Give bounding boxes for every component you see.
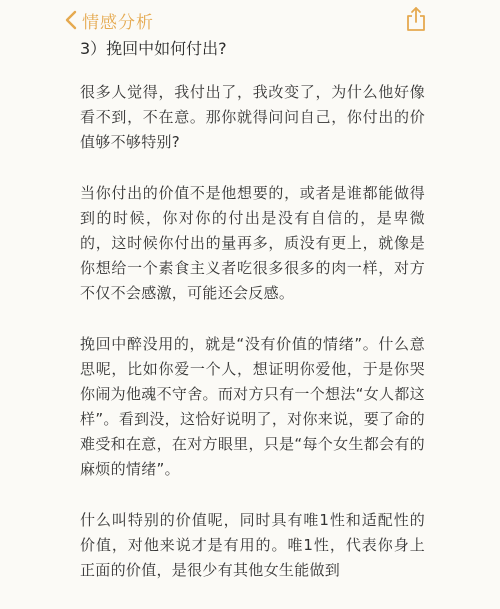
- back-label: 情感分析: [82, 12, 154, 33]
- article-paragraph: 挽回中醉没用的，就是“没有价值的情绪”。什么意思呢，比如你爱一个人，想证明你爱他，于是你哭你闹为他魂不守舍。而对方只有一个想法“女人都这样”。看到没，这恰好说明了，对你来说，要了命的难受和在意，在对方眼里，只是“每个女生都会有的麻烦的情绪”。: [80, 335, 425, 478]
- share-button[interactable]: [405, 6, 427, 32]
- article-paragraph: 当你付出的价值不是他想要的，或者是谁都能做得到的时候，你对你的付出是没有自信的，是卑微的，这时候你付出的量再多，质没有更上，就像是你想给一个素食主义者吃很多很多的肉一样，对方不仅不会感激，可能还会反感。: [80, 184, 425, 302]
- article-heading: 3）挽回中如何付出?: [80, 39, 227, 58]
- article-body: [80, 34, 425, 609]
- article-paragraph: 什么叫特别的价值呢，同时具有唯1性和适配性的价值，对他来说才是有用的。唯1性，代表你身上正面的价值，是很少有其他女生能做到: [80, 511, 425, 579]
- back-button[interactable]: [64, 8, 154, 32]
- chevron-left-icon: [64, 9, 78, 31]
- article-paragraph: 很多人觉得，我付出了，我改变了，为什么他好像看不到，不在意。那你就得问问自己，你付出的价值够不够特别?: [80, 83, 425, 151]
